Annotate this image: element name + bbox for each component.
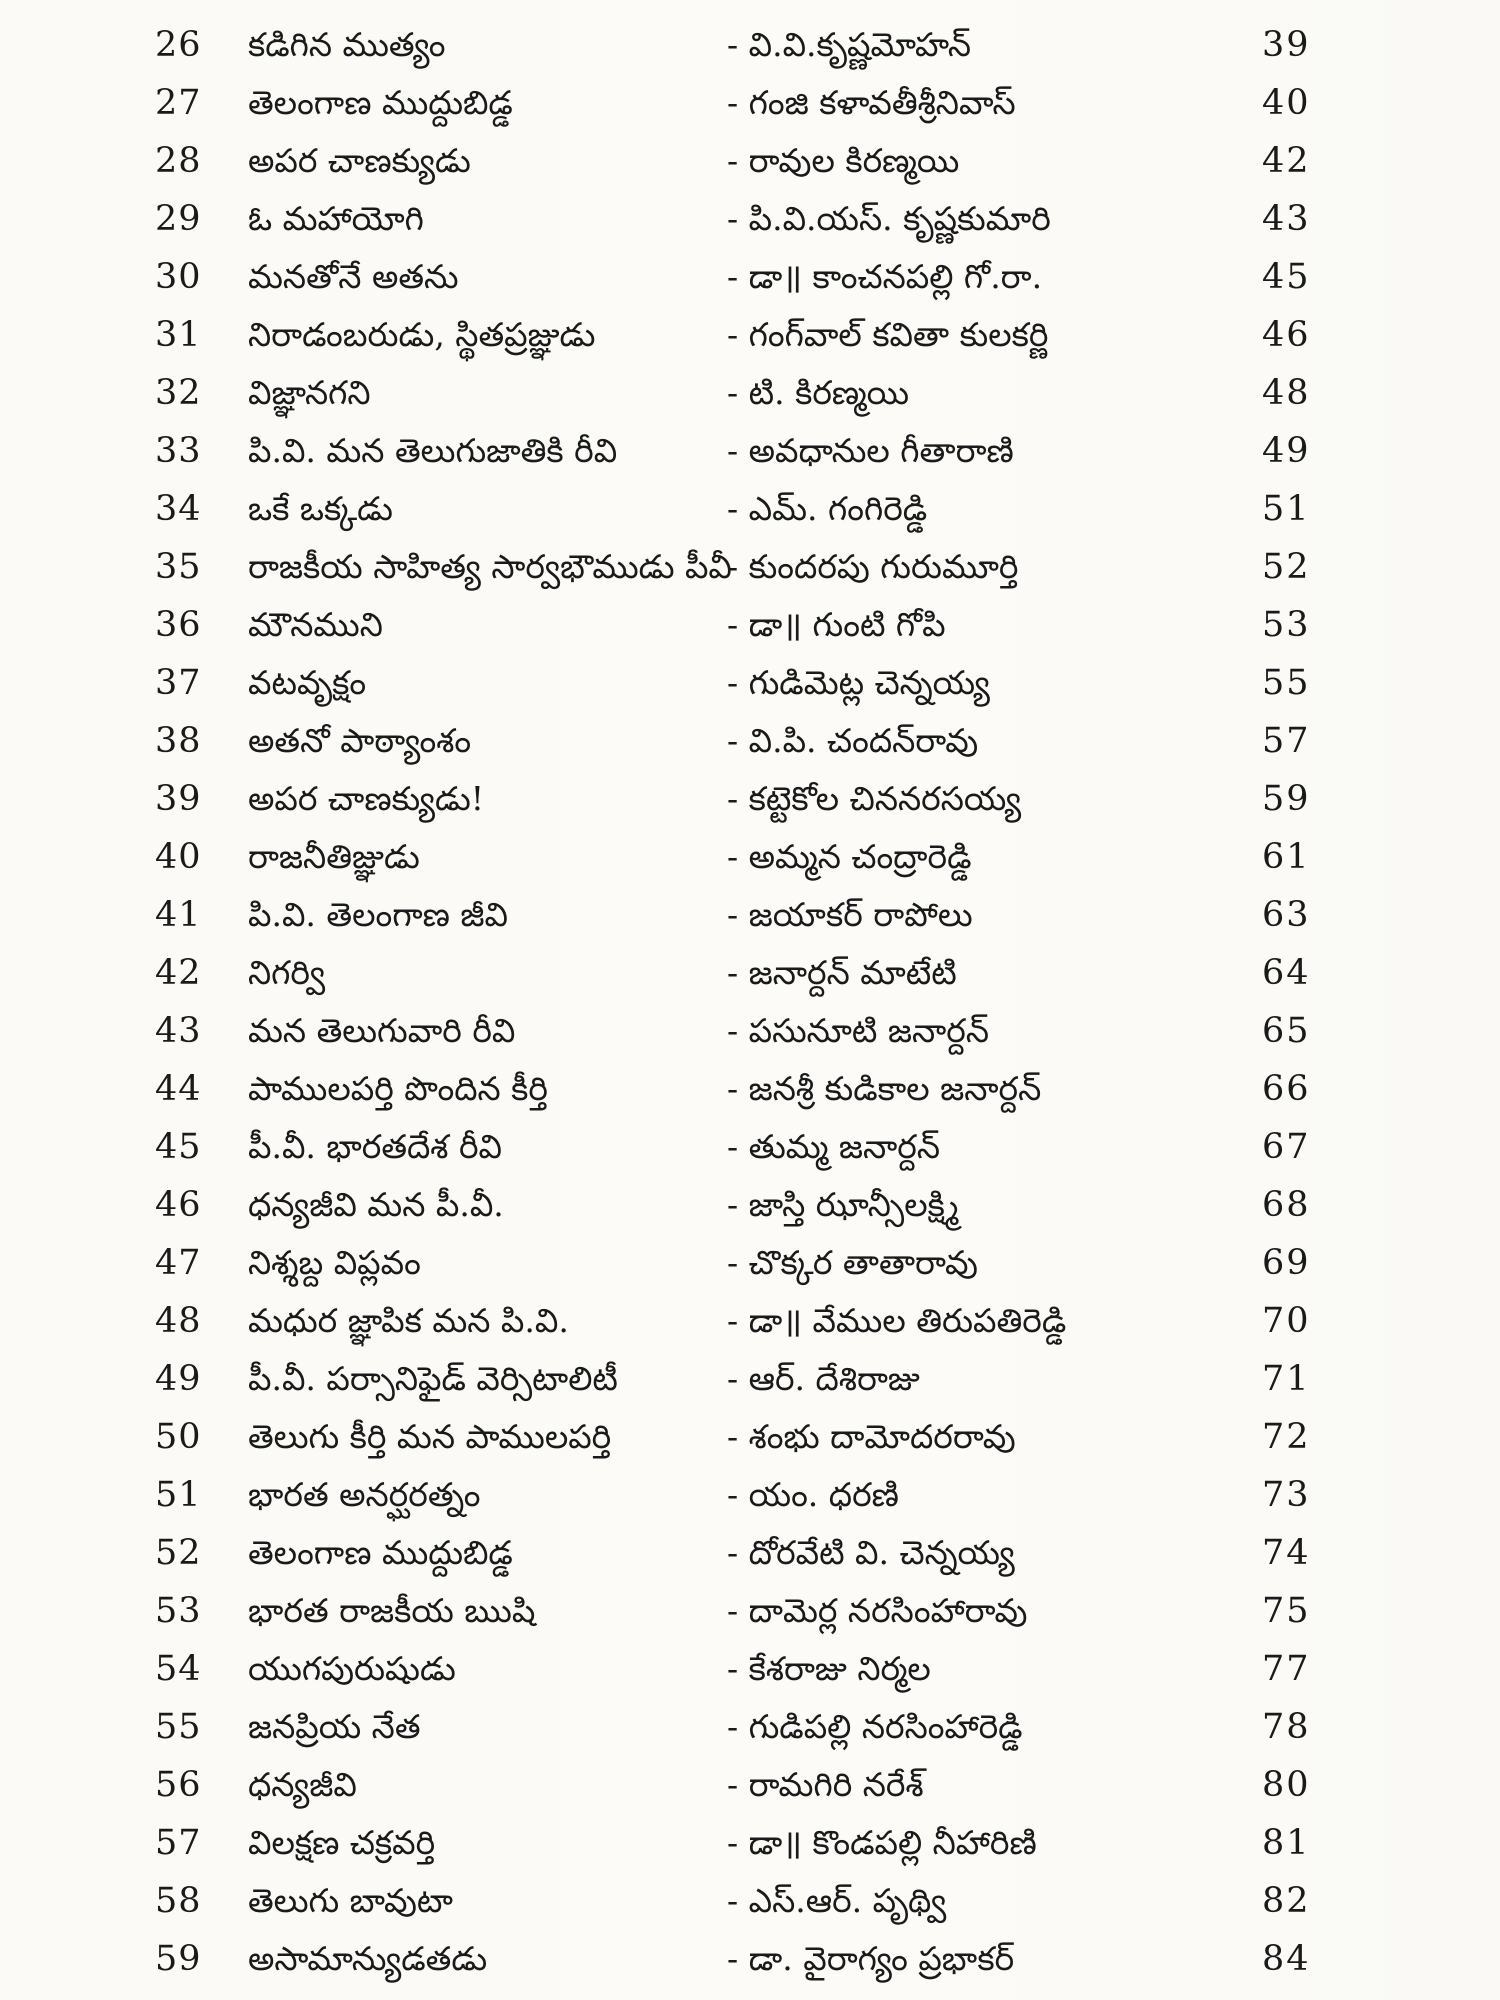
entry-author: - యం. ధరణి xyxy=(727,1475,899,1514)
entry-page-number: 74 xyxy=(1262,1533,1311,1573)
entry-number: 45 xyxy=(155,1127,202,1167)
entry-number: 36 xyxy=(155,605,202,645)
entry-page-number: 72 xyxy=(1262,1417,1311,1457)
entry-title: పీ.వీ. పర్సానిఫైడ్ వెర్సిటాలిటీ xyxy=(248,1359,618,1398)
entry-author: - ఆర్. దేశిరాజు xyxy=(727,1359,920,1398)
entry-number: 54 xyxy=(155,1649,202,1689)
toc-entry xyxy=(0,1176,1500,1234)
toc-entry xyxy=(0,480,1500,538)
toc-entry xyxy=(0,364,1500,422)
toc-entry xyxy=(0,1582,1500,1640)
entry-number: 55 xyxy=(155,1707,202,1747)
entry-author: - దామెర్ల నరసింహారావు xyxy=(727,1591,1028,1630)
entry-page-number: 63 xyxy=(1262,895,1311,935)
entry-page-number: 84 xyxy=(1262,1939,1311,1979)
entry-page-number: 68 xyxy=(1262,1185,1311,1225)
entry-title: ఓ మహాయోగి xyxy=(248,199,424,238)
entry-author: - అమ్మన చంద్రారెడ్డి xyxy=(727,837,972,876)
entry-title: ఒకే ఒక్కడు xyxy=(248,489,393,528)
entry-author: - తుమ్మ జనార్దన్ xyxy=(727,1127,941,1166)
entry-author: - పి.వి.యస్. కృష్ణకుమారి xyxy=(727,199,1051,238)
entry-page-number: 49 xyxy=(1262,431,1311,471)
entry-title: నిరాడంబరుడు, స్థితప్రజ్ఞుడు xyxy=(248,315,596,354)
entry-title: ధన్యజీవి xyxy=(248,1765,357,1804)
entry-page-number: 57 xyxy=(1262,721,1311,761)
entry-number: 47 xyxy=(155,1243,202,1283)
entry-number: 48 xyxy=(155,1301,202,1341)
entry-number: 41 xyxy=(155,895,202,935)
toc-entry xyxy=(0,1466,1500,1524)
entry-page-number: 71 xyxy=(1262,1359,1311,1399)
entry-number: 28 xyxy=(155,141,202,181)
toc-entry xyxy=(0,422,1500,480)
toc-entry xyxy=(0,1756,1500,1814)
entry-title: పి.వి. మన తెలుగుజాతికి రీవి xyxy=(248,431,618,470)
entry-author: - డా॥ కాంచనపల్లి గో.రా. xyxy=(727,257,1043,296)
entry-author: - కుందరపు గురుమూర్తి xyxy=(727,547,1019,586)
entry-author: - వి.వి.కృష్ణమోహన్ xyxy=(727,25,972,64)
toc-entry xyxy=(0,190,1500,248)
toc-entry xyxy=(0,712,1500,770)
toc-entry xyxy=(0,1350,1500,1408)
entry-author: - రావుల కిరణ్మయి xyxy=(727,141,960,180)
entry-title: భారత రాజకీయ ఋషి xyxy=(248,1591,536,1630)
entry-page-number: 81 xyxy=(1262,1823,1311,1863)
entry-title: భారత అనర్ఘరత్నం xyxy=(248,1475,481,1514)
entry-author: - జాస్తి ఝాన్సీలక్ష్మి xyxy=(727,1185,959,1224)
entry-title: పాములపర్తి పొందిన కీర్తి xyxy=(248,1069,548,1108)
entry-number: 49 xyxy=(155,1359,202,1399)
entry-title: అతనో పాఠ్యాంశం xyxy=(248,721,472,760)
entry-page-number: 40 xyxy=(1262,83,1311,123)
entry-title: వటవృక్షం xyxy=(248,663,367,702)
toc-entry xyxy=(0,1524,1500,1582)
entry-page-number: 73 xyxy=(1262,1475,1311,1515)
entry-number: 39 xyxy=(155,779,202,819)
entry-author: - టి. కిరణ్మయి xyxy=(727,373,910,412)
entry-author: - దోరవేటి వి. చెన్నయ్య xyxy=(727,1533,1015,1572)
entry-author: - గుడిమెట్ల చెన్నయ్య xyxy=(727,663,990,702)
toc-entry xyxy=(0,1640,1500,1698)
toc-entry xyxy=(0,74,1500,132)
entry-title: తెలుగు బావుటా xyxy=(248,1881,453,1920)
entry-page-number: 52 xyxy=(1262,547,1311,587)
entry-author: - వి.పి. చందన్‌రావు xyxy=(727,721,979,760)
entry-author: - కట్టెకోల చిననరసయ్య xyxy=(727,779,1022,818)
entry-number: 59 xyxy=(155,1939,202,1979)
toc-entry xyxy=(0,16,1500,74)
toc-entry xyxy=(0,596,1500,654)
entry-page-number: 55 xyxy=(1262,663,1311,703)
entry-page-number: 65 xyxy=(1262,1011,1311,1051)
toc-entry xyxy=(0,1408,1500,1466)
entry-title: మన తెలుగువారి రీవి xyxy=(248,1011,516,1050)
entry-page-number: 69 xyxy=(1262,1243,1311,1283)
entry-number: 32 xyxy=(155,373,202,413)
entry-title: నిశ్శబ్ద విప్లవం xyxy=(248,1243,421,1282)
entry-number: 50 xyxy=(155,1417,202,1457)
toc-entry xyxy=(0,1698,1500,1756)
entry-number: 57 xyxy=(155,1823,202,1863)
entry-title: తెలంగాణ ముద్దుబిడ్డ xyxy=(248,83,513,122)
entry-number: 43 xyxy=(155,1011,202,1051)
entry-number: 30 xyxy=(155,257,202,297)
toc-entry xyxy=(0,1814,1500,1872)
entry-author: - ఎస్.ఆర్. పృథ్వి xyxy=(727,1881,947,1920)
toc-entry xyxy=(0,1060,1500,1118)
entry-author: - కేశరాజు నిర్మల xyxy=(727,1649,931,1688)
entry-title: అసామాన్యుడతడు xyxy=(248,1939,488,1978)
entry-page-number: 77 xyxy=(1262,1649,1311,1689)
entry-number: 40 xyxy=(155,837,202,877)
toc-entry xyxy=(0,248,1500,306)
entry-page-number: 46 xyxy=(1262,315,1311,355)
entry-title: పీ.వీ. భారతదేశ రీవి xyxy=(248,1127,502,1166)
entry-number: 27 xyxy=(155,83,202,123)
toc-entry xyxy=(0,132,1500,190)
entry-page-number: 70 xyxy=(1262,1301,1311,1341)
entry-title: విలక్షణ చక్రవర్తి xyxy=(248,1823,436,1862)
entry-page-number: 48 xyxy=(1262,373,1311,413)
toc-entry xyxy=(0,1118,1500,1176)
entry-page-number: 51 xyxy=(1262,489,1311,529)
entry-title: మౌనముని xyxy=(248,605,383,644)
entry-page-number: 75 xyxy=(1262,1591,1311,1631)
entry-author: - శంభు దామోదరరావు xyxy=(727,1417,1016,1456)
entry-title: మధుర జ్ఞాపిక మన పి.వి. xyxy=(248,1301,569,1340)
entry-title: రాజకీయ సాహిత్య సార్వభౌముడు పీవీ xyxy=(248,547,732,586)
entry-number: 33 xyxy=(155,431,202,471)
entry-author: - గంజి కళావతీశ్రీనివాస్ xyxy=(727,83,1016,122)
toc-entry xyxy=(0,1930,1500,1988)
entry-title: అపర చాణక్యుడు! xyxy=(248,779,485,818)
entry-title: తెలుగు కీర్తి మన పాములపర్తి xyxy=(248,1417,612,1456)
table-of-contents xyxy=(0,16,1500,1988)
toc-entry xyxy=(0,306,1500,364)
entry-author: - జనశ్రీ కుడికాల జనార్దన్ xyxy=(727,1069,1042,1108)
entry-author: - జనార్దన్ మాటేటి xyxy=(727,953,957,992)
entry-number: 29 xyxy=(155,199,202,239)
entry-number: 31 xyxy=(155,315,202,355)
entry-title: నిగర్వి xyxy=(248,953,326,992)
entry-title: జనప్రియ నేత xyxy=(248,1707,421,1746)
entry-title: తెలంగాణ ముద్దుబిడ్డ xyxy=(248,1533,513,1572)
entry-page-number: 45 xyxy=(1262,257,1311,297)
entry-number: 42 xyxy=(155,953,202,993)
entry-number: 46 xyxy=(155,1185,202,1225)
toc-entry xyxy=(0,1234,1500,1292)
entry-author: - ఎమ్. గంగిరెడ్డి xyxy=(727,489,928,528)
entry-author: - రామగిరి నరేశ్ xyxy=(727,1765,924,1804)
entry-author: - పసునూటి జనార్దన్ xyxy=(727,1011,990,1050)
entry-author: - జయాకర్ రాపోలు xyxy=(727,895,973,934)
entry-number: 58 xyxy=(155,1881,202,1921)
entry-author: - చొక్కర తాతారావు xyxy=(727,1243,978,1282)
entry-title: రాజనీతిజ్ఞుడు xyxy=(248,837,420,876)
toc-entry xyxy=(0,1292,1500,1350)
entry-page-number: 42 xyxy=(1262,141,1311,181)
toc-entry xyxy=(0,1872,1500,1930)
entry-number: 51 xyxy=(155,1475,202,1515)
toc-entry xyxy=(0,886,1500,944)
entry-page-number: 64 xyxy=(1262,953,1311,993)
toc-entry xyxy=(0,828,1500,886)
entry-author: - డా॥ గుంటి గోపి xyxy=(727,605,946,644)
entry-author: - డా॥ వేముల తిరుపతిరెడ్డి xyxy=(727,1301,1067,1340)
toc-entry xyxy=(0,770,1500,828)
entry-page-number: 53 xyxy=(1262,605,1311,645)
entry-title: పి.వి. తెలంగాణ జీవి xyxy=(248,895,508,934)
toc-entry xyxy=(0,1002,1500,1060)
entry-page-number: 67 xyxy=(1262,1127,1311,1167)
entry-number: 35 xyxy=(155,547,202,587)
entry-page-number: 66 xyxy=(1262,1069,1311,1109)
entry-author: - గంగ్‌వాల్ కవితా కులకర్ణి xyxy=(727,315,1049,354)
entry-number: 52 xyxy=(155,1533,202,1573)
entry-author: - డా॥ కొండపల్లి నీహారిణి xyxy=(727,1823,1037,1862)
entry-title: ధన్యజీవి మన పీ.వీ. xyxy=(248,1185,504,1224)
entry-page-number: 78 xyxy=(1262,1707,1311,1747)
entry-author: - గుడిపల్లి నరసింహారెడ్డి xyxy=(727,1707,1023,1746)
entry-number: 44 xyxy=(155,1069,202,1109)
entry-page-number: 82 xyxy=(1262,1881,1311,1921)
entry-number: 34 xyxy=(155,489,202,529)
entry-page-number: 43 xyxy=(1262,199,1311,239)
toc-entry xyxy=(0,944,1500,1002)
entry-number: 37 xyxy=(155,663,202,703)
entry-page-number: 39 xyxy=(1262,25,1311,65)
entry-title: మనతోనే అతను xyxy=(248,257,459,296)
entry-number: 53 xyxy=(155,1591,202,1631)
toc-entry xyxy=(0,654,1500,712)
toc-entry xyxy=(0,538,1500,596)
entry-author: - డా. వైరాగ్యం ప్రభాకర్ xyxy=(727,1939,1015,1978)
entry-title: విజ్ఞానగని xyxy=(248,373,371,412)
entry-title: అపర చాణక్యుడు xyxy=(248,141,471,180)
entry-author: - అవధానుల గీతారాణి xyxy=(727,431,1014,470)
entry-page-number: 59 xyxy=(1262,779,1311,819)
entry-title: కడిగిన ముత్యం xyxy=(248,25,446,64)
entry-number: 38 xyxy=(155,721,202,761)
entry-title: యుగపురుషుడు xyxy=(248,1649,456,1688)
entry-page-number: 61 xyxy=(1262,837,1311,877)
entry-number: 26 xyxy=(155,25,202,65)
entry-number: 56 xyxy=(155,1765,202,1805)
entry-page-number: 80 xyxy=(1262,1765,1311,1805)
